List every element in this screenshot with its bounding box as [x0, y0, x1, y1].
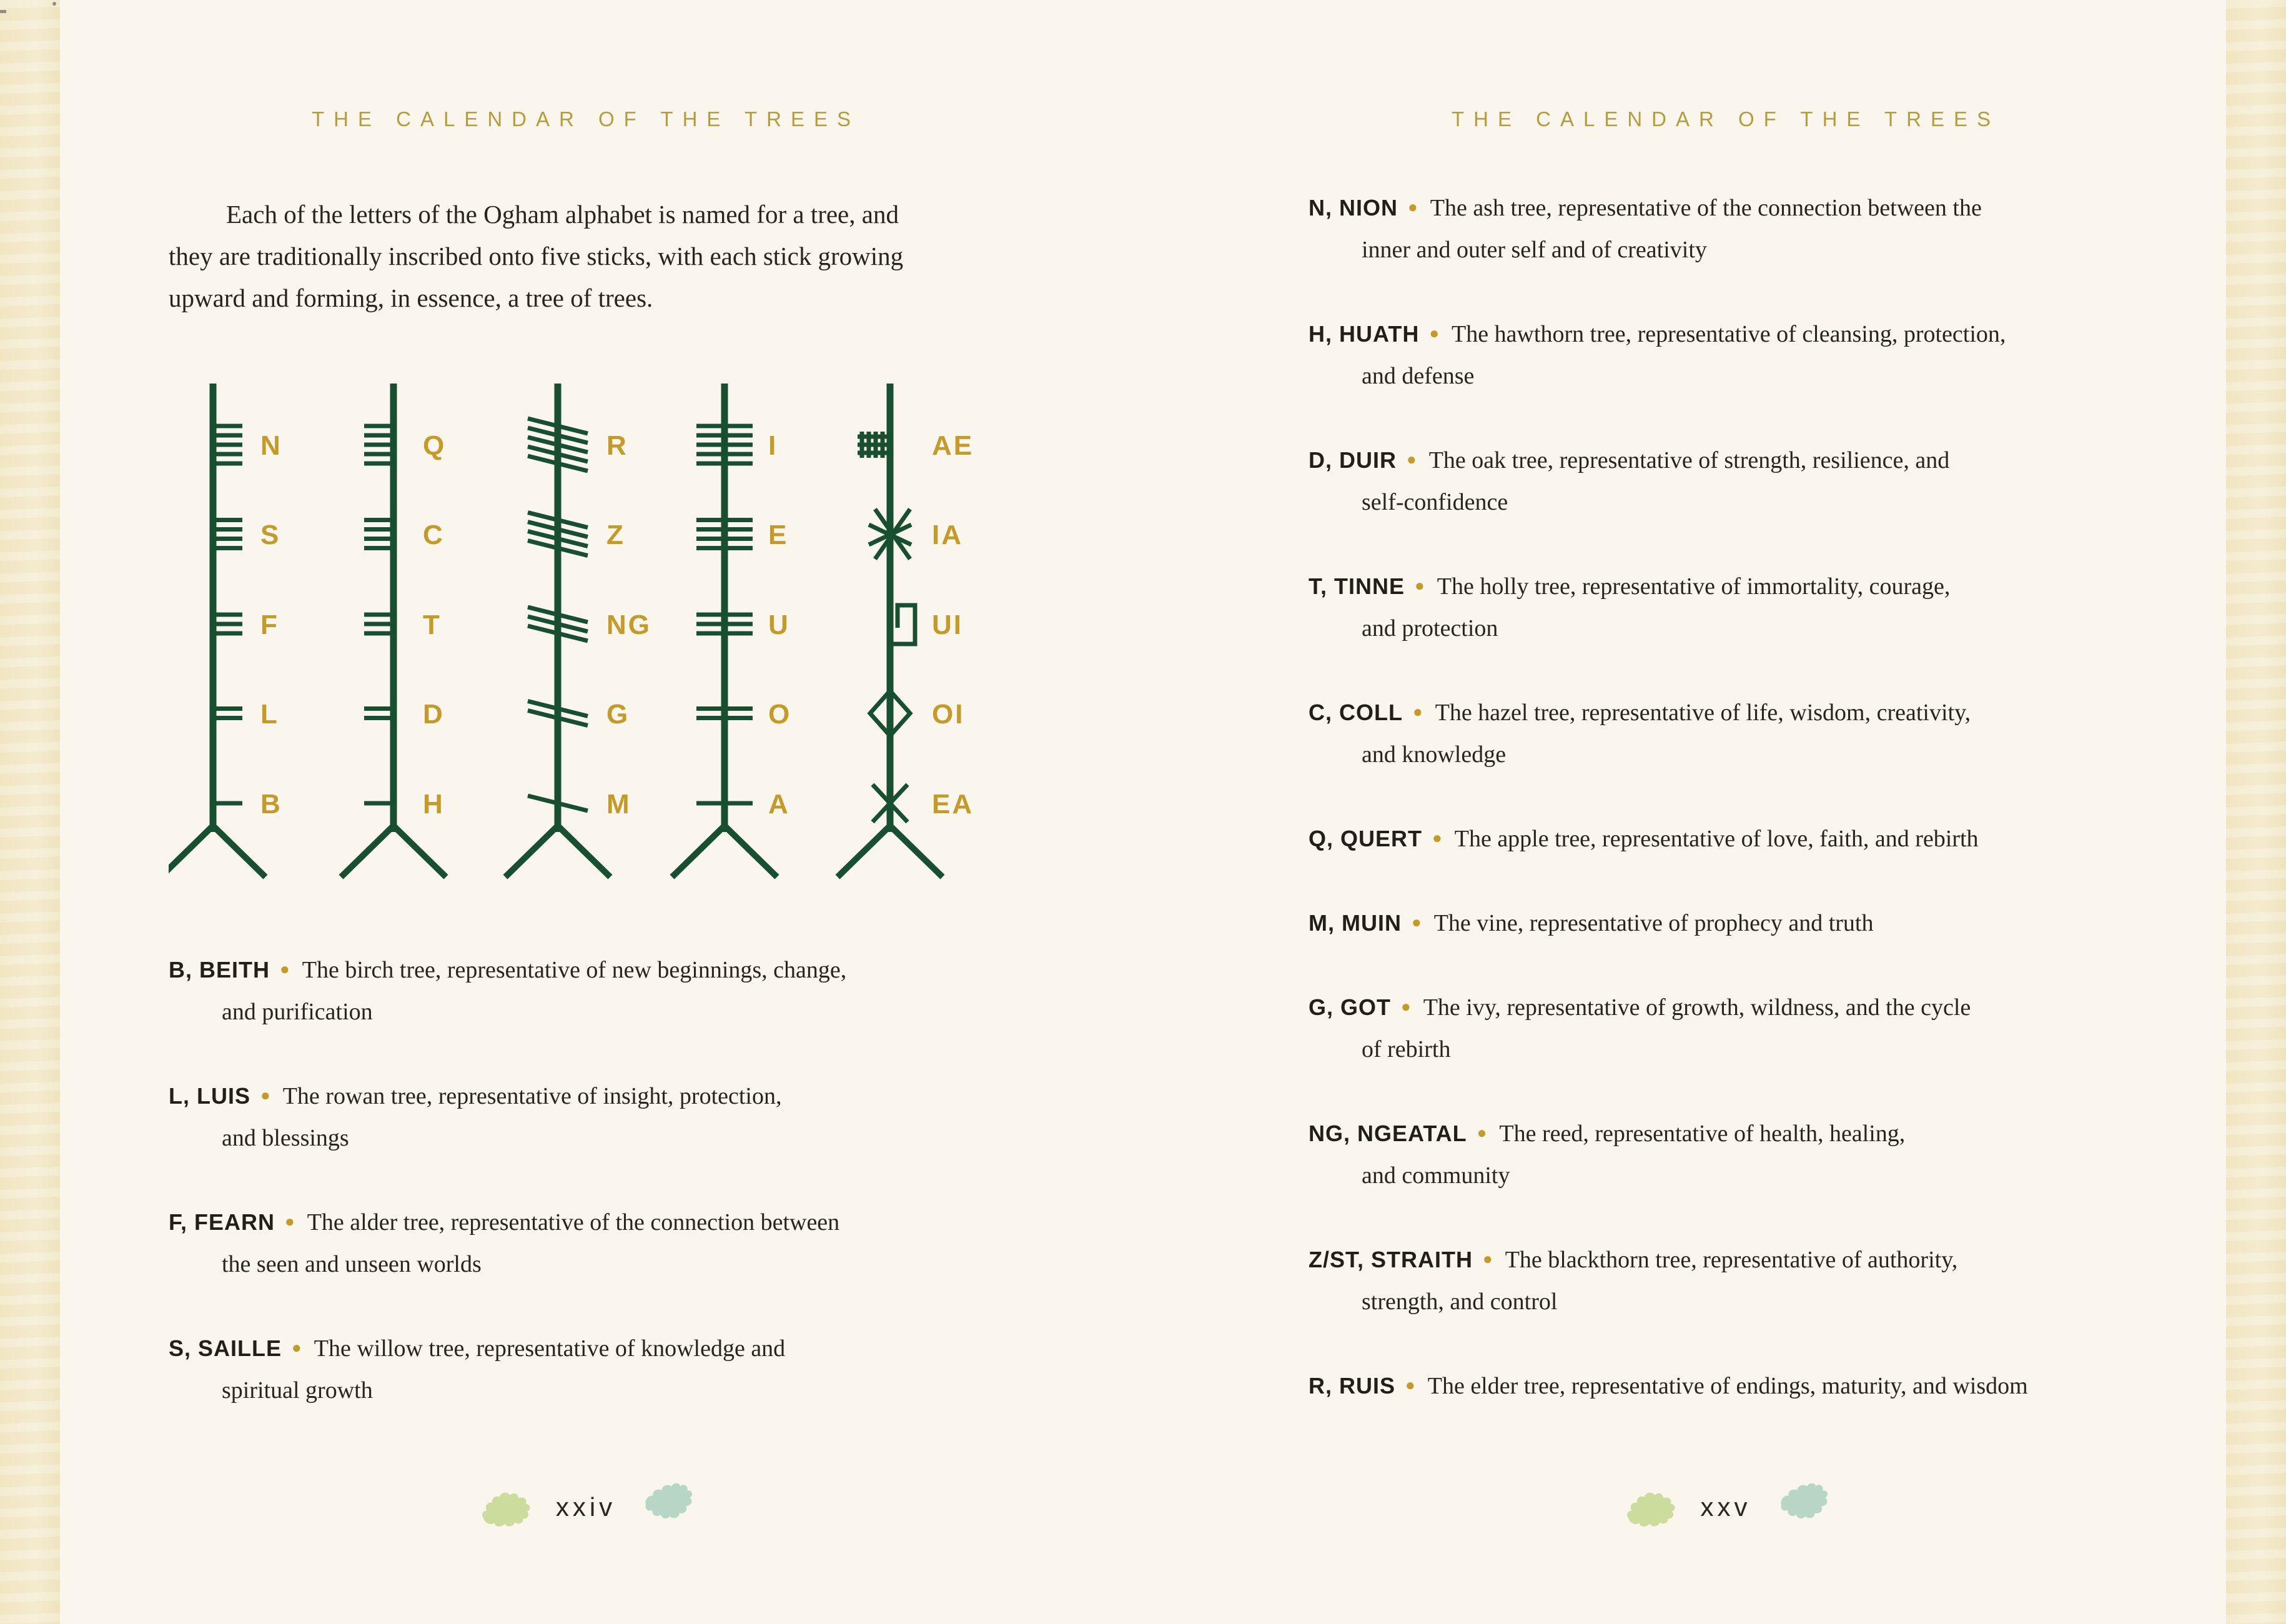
entry-letter-label: M, MUIN	[1309, 910, 1402, 936]
bullet-icon: ●	[1411, 913, 1422, 931]
bullet-icon: ●	[285, 1212, 295, 1230]
ogham-letter: O	[768, 699, 792, 730]
ogham-letter: IA	[932, 520, 963, 550]
ogham-stroke	[505, 826, 558, 877]
glossary-entry	[1309, 1112, 2202, 1197]
ogham-letter: S	[260, 520, 281, 550]
entry-description: The blackthorn tree, representative of authority, strength, and control	[1362, 1247, 1958, 1315]
ogham-letter: Q	[423, 430, 447, 461]
oak-leaf-icon	[1765, 1474, 1843, 1528]
ogham-letter: M	[606, 789, 631, 819]
ogham-letter: A	[768, 789, 790, 819]
ogham-letter: AE	[932, 430, 974, 461]
page-footer	[1309, 1488, 2143, 1527]
entry-letter-label: L, LUIS	[169, 1083, 250, 1109]
entry-letter-label: C, COLL	[1309, 700, 1403, 725]
glossary-entry	[1309, 901, 2202, 944]
intro-line: they are traditionally inscribed onto five sticks, with each stick growing	[169, 242, 904, 270]
glossary-entry	[1309, 691, 2202, 776]
entry-letter-label: H, HUATH	[1309, 321, 1420, 347]
glossary-list	[1309, 186, 2202, 1407]
ogham-letter: G	[606, 699, 630, 730]
ogham-letter: T	[423, 610, 442, 640]
glossary-entry	[1309, 438, 2202, 523]
entry-letter-label: Z/ST, STRAITH	[1309, 1247, 1473, 1272]
ogham-stroke	[890, 826, 943, 877]
glossary-entry	[1309, 312, 2202, 397]
glossary-entry	[1309, 986, 2202, 1071]
entry-description: The holly tree, representative of immortality, courage, and protection	[1362, 573, 1951, 641]
entry-description: The birch tree, representative of new beginnings, change, and purification	[222, 957, 847, 1025]
ogham-letter: D	[423, 699, 445, 730]
entry-letter-label: N, NION	[1309, 195, 1398, 220]
ogham-letter: I	[768, 430, 778, 461]
entry-letter-label: NG, NGEATAL	[1309, 1121, 1467, 1146]
ogham-letter: EA	[932, 789, 974, 819]
entry-description: The hazel tree, representative of life, wisdom, creativity, and knowledge	[1362, 700, 1971, 768]
ogham-letter: U	[768, 610, 790, 640]
ogham-letter: B	[260, 789, 282, 819]
bullet-icon: ●	[1407, 450, 1417, 468]
glossary-list	[169, 948, 1074, 1412]
ogham-letter: C	[423, 520, 445, 550]
entry-letter-label: D, DUIR	[1309, 447, 1397, 473]
glossary-entry	[169, 1074, 1074, 1159]
intro-paragraph	[169, 194, 1074, 319]
page-footer	[169, 1488, 1003, 1527]
oak-leaf-icon	[467, 1483, 544, 1538]
oak-leaf-icon	[630, 1474, 708, 1528]
ogham-letter: F	[260, 610, 279, 640]
ogham-letter: H	[423, 789, 445, 819]
ogham-letter: R	[606, 430, 628, 461]
ogham-stroke	[213, 826, 265, 877]
entry-letter-label: Q, QUERT	[1309, 826, 1423, 851]
entry-letter-label: G, GOT	[1309, 994, 1391, 1020]
ogham-stroke	[341, 826, 393, 877]
running-head: THE CALENDAR OF THE TREES	[1451, 107, 2001, 131]
ogham-stroke	[169, 826, 213, 877]
entry-description: The ivy, representative of growth, wildness, and the cycle of rebirth	[1362, 994, 1971, 1062]
ogham-letter: Z	[606, 520, 625, 550]
entry-description: The oak tree, representative of strength, resilience, and self-confidence	[1362, 447, 1950, 515]
intro-line: Each of the letters of the Ogham alphabet is named for a tree, and	[226, 200, 899, 229]
left-page	[60, 0, 1143, 1624]
glossary-entry	[169, 1327, 1074, 1412]
oak-leaf-icon	[1611, 1483, 1689, 1538]
right-page	[1143, 0, 2226, 1624]
bullet-icon: ●	[1401, 998, 1411, 1016]
running-head: THE CALENDAR OF THE TREES	[311, 107, 861, 131]
book-edge-left	[0, 0, 60, 1624]
ogham-stroke	[725, 826, 777, 877]
ogham-letter: E	[768, 520, 789, 550]
ogham-letter: NG	[606, 610, 651, 640]
glossary-entry	[1309, 817, 2202, 860]
ogham-letter: UI	[932, 610, 963, 640]
entry-letter-label: T, TINNE	[1309, 573, 1405, 599]
ogham-diagram	[169, 379, 981, 886]
ogham-letter: N	[260, 430, 282, 461]
entry-letter-label: S, SAILLE	[169, 1335, 282, 1361]
bullet-icon: ●	[1429, 324, 1440, 342]
bullet-icon: ●	[280, 960, 290, 978]
bullet-icon: ●	[1408, 198, 1418, 216]
entry-description: The apple tree, representative of love, faith, and rebirth	[1454, 826, 1979, 852]
ogham-stroke	[672, 826, 725, 877]
ogham-column	[341, 384, 446, 877]
page-number: xxv	[1700, 1492, 1751, 1522]
entry-description: The alder tree, representative of the connection between the seen and unseen worlds	[222, 1209, 840, 1277]
intro-line: upward and forming, in essence, a tree of trees.	[169, 284, 653, 312]
ogham-column	[672, 384, 791, 877]
entry-letter-label: F, FEARN	[169, 1209, 275, 1235]
page-number: xxiv	[555, 1492, 616, 1522]
scan-artifact	[52, 2, 56, 6]
entry-description: The vine, representative of prophecy and truth	[1433, 910, 1874, 936]
ogham-letter: OI	[932, 699, 965, 730]
bullet-icon: ●	[1432, 829, 1442, 847]
entry-letter-label: B, BEITH	[169, 957, 270, 983]
ogham-stroke	[393, 826, 446, 877]
ogham-column	[838, 384, 974, 877]
bullet-icon: ●	[1412, 703, 1423, 721]
glossary-entry	[1309, 186, 2202, 271]
ogham-column	[169, 384, 282, 877]
ogham-stroke	[890, 605, 915, 644]
glossary-entry	[169, 948, 1074, 1033]
bullet-icon: ●	[1405, 1376, 1415, 1394]
book-edge-right	[2226, 0, 2286, 1624]
ogham-column	[505, 384, 651, 877]
bullet-icon: ●	[1477, 1124, 1487, 1142]
entry-description: The willow tree, representative of knowledge and spiritual growth	[222, 1335, 786, 1404]
scan-artifact	[0, 10, 6, 13]
bullet-icon: ●	[1415, 577, 1425, 595]
glossary-entry	[169, 1201, 1074, 1285]
glossary-entry	[1309, 1238, 2202, 1323]
entry-letter-label: R, RUIS	[1309, 1373, 1396, 1399]
entry-description: The ash tree, representative of the connection between the inner and outer self and of creativity	[1362, 195, 1982, 263]
entry-description: The reed, representative of health, healing, and community	[1362, 1121, 1906, 1189]
ogham-letter: L	[260, 699, 279, 730]
ogham-stroke	[838, 826, 890, 877]
bullet-icon: ●	[260, 1086, 270, 1104]
entry-description: The elder tree, representative of endings, maturity, and wisdom	[1427, 1373, 2028, 1399]
ogham-stroke	[558, 826, 610, 877]
entry-description: The hawthorn tree, representative of cleansing, protection, and defense	[1362, 321, 2006, 389]
entry-description: The rowan tree, representative of insight, protection, and blessings	[222, 1083, 782, 1151]
bullet-icon: ●	[1483, 1250, 1493, 1268]
glossary-entry	[1309, 565, 2202, 650]
bullet-icon: ●	[292, 1339, 302, 1357]
glossary-entry	[1309, 1364, 2202, 1407]
